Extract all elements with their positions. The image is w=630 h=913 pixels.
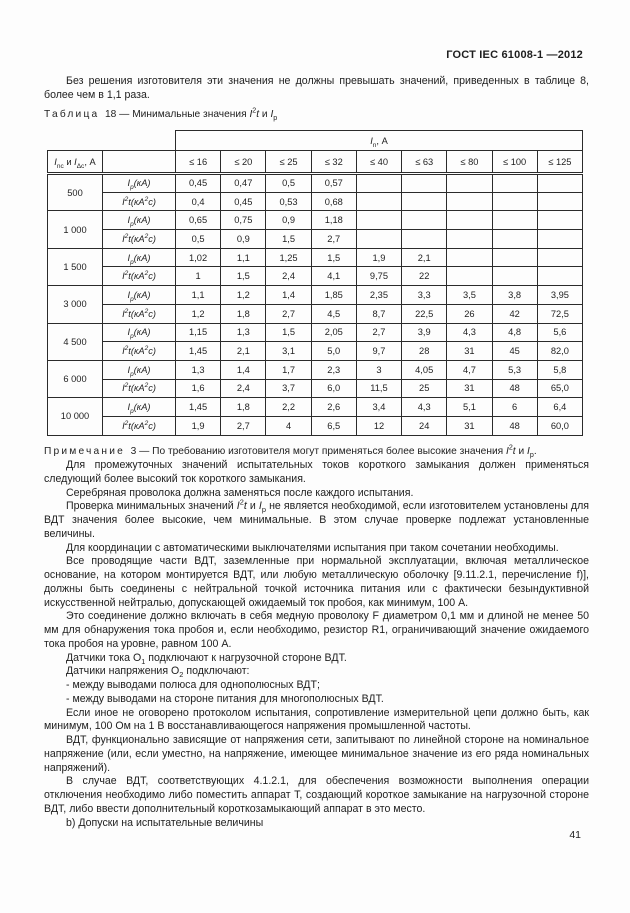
value-cell: 1,5 [311,248,356,267]
value-cell: 26 [447,304,492,323]
table-row [48,379,583,398]
value-cell [492,211,537,230]
value-cell: 8,7 [356,304,401,323]
value-cell: 5,0 [311,342,356,361]
paragraph: Все проводящие части ВДТ, заземленные при нормальной эксплуатации, включая металлическое основание, на котором монтируется ВДТ, или любую металлическую оболочку [9.11.2.1, перечисление f)], должны быть соединены с нейтральной точкой источника питания или с фактически безындуктивной искусственной нейтралью, допускающей ожидаемый ток пробоя, как минимум, 100 А. [44,555,589,609]
value-cell: 1,8 [221,304,266,323]
value-cell: 0,75 [221,211,266,230]
paragraph: Датчики напряжения $O_2$ подключают: [66,665,250,680]
current-rating-cell: 1 000 [48,211,103,248]
value-cell: 1,4 [266,286,311,305]
value-cell: 0,4 [176,192,221,211]
value-cell [492,174,537,193]
value-cell: 4,7 [447,360,492,379]
paragraph: - между выводами полюса для однополюсных ВДТ; [66,679,320,691]
paragraph: Это соединение должно включать в себя медную проволоку F диаметром 0,1 мм и длиной не менее 50 мм для обнаружения тока пробоя и, если необходимо, резистор R1, ограничивающий значение ожидаемого тока пробоя на уровне, равном 100 А. [44,610,589,650]
value-cell: 2,7 [266,304,311,323]
value-cell: 1,4 [221,360,266,379]
value-cell [402,192,447,211]
paragraph: Для промежуточных значений испытательных токов короткого замыкания должен применяться следующий более высокий ток короткого замыкания. [44,459,589,485]
column-header: ≤ 40 [356,151,401,174]
table-note-text: 3 — По требованию изготовителя могут применяться более высокие значения $I^2t$ и $I_p$. [130,443,537,460]
param-label-i2t: $I^2t(кА^2с)$ [103,230,176,249]
column-header: ≤ 80 [447,151,492,174]
value-cell [402,211,447,230]
param-label-i2t: $I^2t(кА^2с)$ [103,192,176,211]
value-cell: 6,0 [311,379,356,398]
current-column-header: $I_{nc}$ и $I_{\Delta c}$, А [48,151,103,174]
standard-number: ГОСТ IEC 61008-1 —2012 [446,49,583,61]
value-cell: 2,6 [311,398,356,417]
value-cell: 4,1 [311,267,356,286]
value-cell: 3,7 [266,379,311,398]
value-cell: 1,2 [176,304,221,323]
param-label-ip: $I_p(кА)$ [103,286,176,305]
ghost-cell [103,131,176,151]
value-cell [356,230,401,249]
intro-paragraph: Без решения изготовителя эти значения не должны превышать значений, приведенных в таблице 8, более чем в 1,1 раза. [44,75,589,101]
value-cell: 4,05 [402,360,447,379]
paragraph: - между выводами на стороне питания для многополюсных ВДТ. [66,692,384,705]
value-cell: 2,4 [221,379,266,398]
table-row [48,360,583,379]
param-label-i2t: $I^2t(кА^2с)$ [103,267,176,286]
param-label-i2t: $I^2t(кА^2с)$ [103,304,176,323]
value-cell: 0,9 [221,230,266,249]
value-cell: 4,3 [402,398,447,417]
table-row [48,398,583,417]
ghost-cell [48,131,103,151]
value-cell [356,174,401,193]
value-cell: 2,3 [311,360,356,379]
value-cell [447,192,492,211]
value-cell: 0,45 [221,192,266,211]
table-row [48,323,583,342]
paragraph: Проверка минимальных значений $I^2t$ и $I_p$ не является необходимой, если изготовителем установлены для ВДТ значения более высокие, чем минимальные. В этом случае проверке подлежат установленные величины. [44,497,589,540]
value-cell: 0,65 [176,211,221,230]
value-cell: 0,45 [176,174,221,193]
value-cell: 2,35 [356,286,401,305]
column-header: ≤ 25 [266,151,311,174]
value-cell: 2,05 [311,323,356,342]
value-cell: 11,5 [356,379,401,398]
value-cell [447,267,492,286]
value-cell: 1,3 [221,323,266,342]
value-cell: 1,1 [176,286,221,305]
column-header: ≤ 63 [402,151,447,174]
paragraph: Если иное не оговорено протоколом испытания, сопротивление измерительной цепи должно быть, как минимум, 100 Ом на 1 В восстанавливающегося напряжения промышленной частоты. [44,706,589,733]
value-cell: 1,3 [176,360,221,379]
param-label-ip: $I_p(кА)$ [103,398,176,417]
table-caption-text: 18 — Минимальные значения $I^2t$ и $I_p$ [105,106,278,123]
paragraph: Датчики тока $O_1$ подключают к нагрузочной стороне ВДТ. [66,651,347,666]
value-cell: 5,1 [447,398,492,417]
value-cell: 1,5 [221,267,266,286]
value-cell: 2,7 [221,416,266,435]
param-label-i2t: $I^2t(кА^2с)$ [103,342,176,361]
value-cell [537,174,582,193]
table-note-label: Примечание [44,446,125,457]
value-cell: 1,15 [176,323,221,342]
value-cell: 1,7 [266,360,311,379]
value-cell: 2,4 [266,267,311,286]
value-cell [537,192,582,211]
value-cell: 28 [402,342,447,361]
value-cell: 0,57 [311,174,356,193]
value-cell: 0,5 [176,230,221,249]
value-cell: 0,9 [266,211,311,230]
value-cell: 3,1 [266,342,311,361]
value-cell: 2,2 [266,398,311,417]
table-column-header-row [48,151,583,174]
table-span-header-row [48,131,583,151]
value-cell: 0,68 [311,192,356,211]
value-cell: 12 [356,416,401,435]
value-cell: 72,5 [537,304,582,323]
param-label-ip: $I_p(кА)$ [103,323,176,342]
value-cell [492,248,537,267]
value-cell: 1,6 [176,379,221,398]
value-cell: 1 [176,267,221,286]
column-header: ≤ 16 [176,151,221,174]
table-row [48,192,583,211]
value-cell: 6 [492,398,537,417]
current-rating-cell: 1 500 [48,248,103,285]
value-cell: 1,1 [221,248,266,267]
value-cell: 24 [402,416,447,435]
value-cell: 1,45 [176,398,221,417]
value-cell: 5,3 [492,360,537,379]
value-cell: 3,8 [492,286,537,305]
paragraph: b) Допуски на испытательные величины [66,816,264,829]
value-cell: 31 [447,416,492,435]
column-header: ≤ 20 [221,151,266,174]
column-header: ≤ 100 [492,151,537,174]
body-paragraphs [44,459,589,830]
table-note [44,445,589,458]
value-cell: 1,9 [176,416,221,435]
value-cell: 9,7 [356,342,401,361]
value-cell: 42 [492,304,537,323]
value-cell: 60,0 [537,416,582,435]
value-cell: 0,47 [221,174,266,193]
value-cell: 82,0 [537,342,582,361]
current-rating-cell: 6 000 [48,360,103,397]
table-row [48,230,583,249]
value-cell: 1,5 [266,230,311,249]
page-number: 41 [569,829,581,841]
value-cell: 5,8 [537,360,582,379]
value-cell: 3,9 [402,323,447,342]
value-cell [492,267,537,286]
value-cell: 65,0 [537,379,582,398]
param-label-ip: $I_p(кА)$ [103,360,176,379]
value-cell [356,211,401,230]
value-cell: 4 [266,416,311,435]
paragraph: Серебряная проволока должна заменяться после каждого испытания. [66,486,414,499]
column-header: ≤ 125 [537,151,582,174]
value-cell: 6,4 [537,398,582,417]
value-cell: 48 [492,416,537,435]
param-label-ip: $I_p(кА)$ [103,174,176,193]
param-label-ip: $I_p(кА)$ [103,211,176,230]
value-cell: 1,85 [311,286,356,305]
value-cell [402,174,447,193]
table-row [48,286,583,305]
value-cell: 0,53 [266,192,311,211]
paragraph: ВДТ, функционально зависящие от напряжения сети, запитывают по линейной стороне на номинальное напряжение (или, если уместно, на напряжение, имеющее минимальное значение из его ряда номинальных напряжений). [44,734,589,774]
param-label-i2t: $I^2t(кА^2с)$ [103,379,176,398]
value-cell: 4,8 [492,323,537,342]
value-cell: 3 [356,360,401,379]
param-column-header [103,151,176,174]
table-caption-label: Таблица [44,109,100,120]
value-cell [356,192,401,211]
table-row [48,304,583,323]
value-cell: 25 [402,379,447,398]
value-cell: 1,45 [176,342,221,361]
paragraph: Для координации с автоматическими выключателями испытания при таком сочетании необходимы. [66,541,559,554]
value-cell: 48 [492,379,537,398]
value-cell: 1,18 [311,211,356,230]
value-cell: 2,1 [402,248,447,267]
in-group-header: $I_n$, А [176,131,583,151]
value-cell: 1,8 [221,398,266,417]
value-cell: 1,9 [356,248,401,267]
table-row [48,416,583,435]
value-cell: 2,7 [356,323,401,342]
value-cell: 2,1 [221,342,266,361]
value-cell [537,230,582,249]
table-row [48,267,583,286]
current-rating-cell: 4 500 [48,323,103,360]
value-cell: 22,5 [402,304,447,323]
table-row [48,211,583,230]
table-row [48,174,583,193]
value-cell [447,211,492,230]
param-label-i2t: $I^2t(кА^2с)$ [103,416,176,435]
value-cell: 3,4 [356,398,401,417]
value-cell: 31 [447,379,492,398]
value-cell: 0,5 [266,174,311,193]
value-cell: 31 [447,342,492,361]
value-cell: 3,5 [447,286,492,305]
value-cell: 22 [402,267,447,286]
value-cell [492,230,537,249]
current-rating-cell: 500 [48,174,103,211]
value-cell: 45 [492,342,537,361]
value-cell: 9,75 [356,267,401,286]
table-caption [44,106,589,123]
value-cell: 3,95 [537,286,582,305]
value-cell: 2,7 [311,230,356,249]
table-body [48,174,583,436]
current-rating-cell: 3 000 [48,286,103,323]
value-cell: 5,6 [537,323,582,342]
value-cell [447,174,492,193]
value-cell [402,230,447,249]
value-cell: 6,5 [311,416,356,435]
param-label-ip: $I_p(кА)$ [103,248,176,267]
value-cell [492,192,537,211]
table-row [48,248,583,267]
paragraph: В случае ВДТ, соответствующих 4.1.2.1, для обеспечения возможности выполнения операции отключения необходимо либо поместить аппарат Т, создающий короткое замыкание на нагрузочной стороне ВДТ, либо ввести дополнительный короткозамыкающий аппарат в это место. [44,775,589,815]
table-row [48,342,583,361]
value-cell [447,248,492,267]
value-cell [447,230,492,249]
value-cell: 1,2 [221,286,266,305]
table-18 [47,130,583,436]
column-header: ≤ 32 [311,151,356,174]
value-cell [537,267,582,286]
value-cell: 1,02 [176,248,221,267]
value-cell: 3,3 [402,286,447,305]
value-cell: 4,3 [447,323,492,342]
value-cell: 4,5 [311,304,356,323]
value-cell: 1,25 [266,248,311,267]
value-cell: 1,5 [266,323,311,342]
value-cell [537,248,582,267]
current-rating-cell: 10 000 [48,398,103,435]
value-cell [537,211,582,230]
